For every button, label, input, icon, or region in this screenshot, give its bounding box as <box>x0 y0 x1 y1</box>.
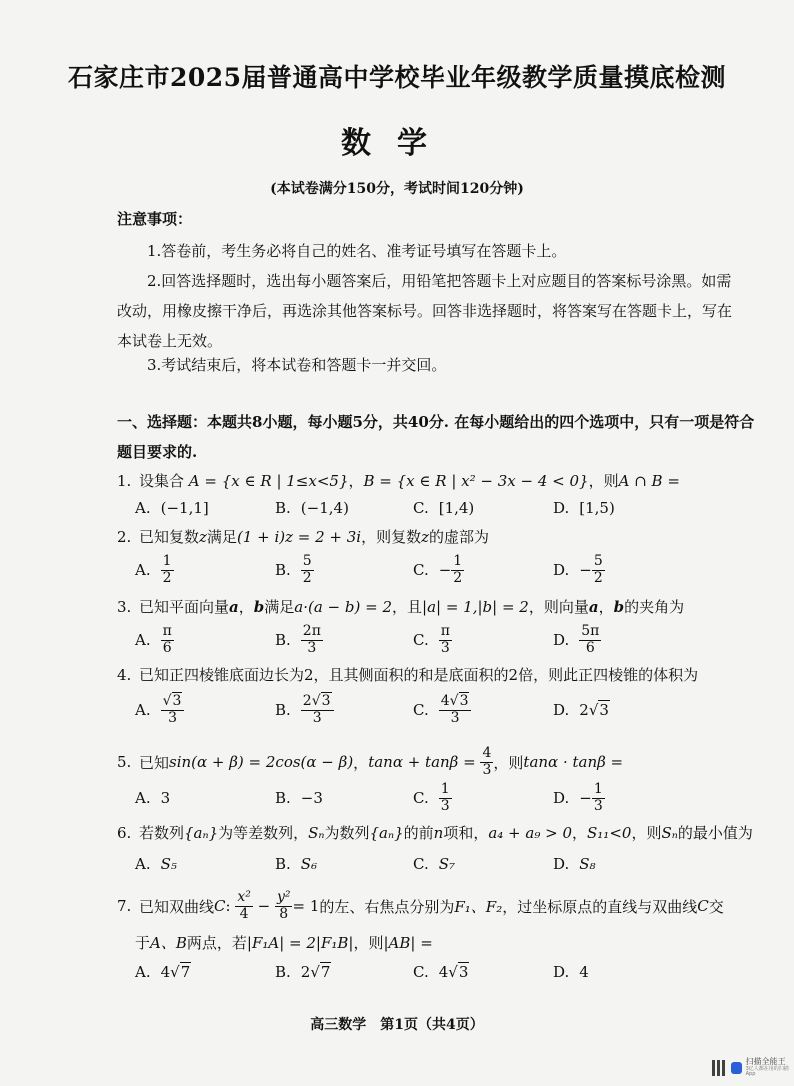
question-ask: A ∩ B = <box>618 472 680 490</box>
set-a: A = {x ∈ R | 1≤x<5} <box>188 472 349 490</box>
options-q4: A. $\frac{√3}{3}$ B. $\frac{2√3}{3}$ C. $\frac{4√3}{3}$ D. 2 √3 <box>135 693 609 726</box>
question-4: 4. 已知正四棱锥底面边长为2，且其侧面积的和是底面积的2倍，则此正四棱锥的体积为 <box>117 666 699 684</box>
question-number: 1. <box>117 472 132 490</box>
notice-item-1: 1.答卷前，考生务必将自己的姓名、准考证号填写在答题卡上。 <box>147 242 567 260</box>
watermark-sub: 3亿人都在用的扫描App <box>745 1065 789 1078</box>
notice-item-3: 3.考试结束后，将本试卷和答题卡一并交回。 <box>147 356 447 374</box>
exam-info: (本试卷满分150分，考试时间120分钟) <box>270 181 524 197</box>
notice-item-2: 2.回答选择题时，选出每小题答案后，用铅笔把答题卡上对应题目的答案标号涂黑。如需改动，用橡皮擦干净后，再选涂其他答案标号。回答非选择题时，将答案写在答题卡上，写在本试卷上无效。 <box>117 272 733 350</box>
question-1: 1. 设集合 A = {x ∈ R | 1≤x<5}，B = {x ∈ R | x² − 3x − 4 < 0}，则A ∩ B = <box>117 472 680 490</box>
question-3: 3. 已知平面向量a，b满足a·(a − b) = 2，且|a| = 1,|b| = 2，则向量a，b的夹角为 <box>117 598 685 616</box>
options-q7: A. 4 √7 B. 2 √7 C. 4 √3 D. 4 <box>135 963 589 981</box>
options-q6: A. S₅ B. S₆ C. S₇ D. S₈ <box>135 855 596 873</box>
scanner-watermark <box>712 1058 794 1078</box>
question-6: 6. 若数列{aₙ}为等差数列，Sₙ为数列{aₙ}的前n项和，a₄ + a₉ > 0，S₁₁<0，则Sₙ的最小值为 <box>117 824 753 842</box>
options-q1 <box>135 488 735 528</box>
option-c: C. [1,4) <box>413 499 475 517</box>
app-logo-icon <box>731 1062 742 1074</box>
watermark-brand: 扫描全能王 <box>745 1057 786 1066</box>
options-q2: A. $\frac{1}{2}$ B. $\frac{5}{2}$ C. − $\frac{1}{2}$ D. − $\frac{5}{2}$ <box>135 553 603 586</box>
options-q5: A. 3 B. −3 C. $\frac{1}{3}$ D. − $\frac{1}{3}$ <box>135 781 603 814</box>
question-7: 7. 已知双曲线 C : $\frac{\text{x²}}{4}$ − $\frac{\text{y²}}{8}$ = 1 的左、右焦点分别为 F₁、F₂ ，过坐标原点的直线与双曲线 C 交 <box>117 889 724 922</box>
options-q3: A. $\frac{\pi}{6}$ B. $\frac{2\pi}{3}$ C. $\frac{\pi}{3}$ D. $\frac{5\pi}{6}$ <box>135 623 600 656</box>
question-2: 2. 已知复数z满足(1 + i)z = 2 + 3i，则复数z的虚部为 <box>117 528 490 546</box>
subject-title: 数学 <box>341 126 453 161</box>
page-footer: 高三数学 第1页（共4页） <box>310 1017 484 1033</box>
section-heading: 一、选择题：本题共8小题，每小题5分，共40分. 在每小题给出的四个选项中，只有一项是符合题目要求的. <box>117 413 755 461</box>
option-a: A. (−1,1] <box>135 499 209 517</box>
question-7-line-2: 于A、B两点，若|F₁A| = 2|F₁B|，则|AB| = <box>135 934 433 952</box>
option-b: B. (−1,4) <box>275 499 349 517</box>
question-5: 5. 已知 sin(α + β) = 2cos(α − β) ， tanα + tanβ = $\frac{4}{3}$ ，则 tanα · tanβ = <box>117 745 624 778</box>
notice-heading: 注意事项： <box>117 210 193 228</box>
exam-title: 石家庄市2025届普通高中学校毕业年级教学质量摸底检测 <box>67 63 727 92</box>
option-d: D. [1,5) <box>553 499 615 517</box>
set-b: B = {x ∈ R | x² − 3x − 4 < 0} <box>363 472 589 490</box>
qr-code-icon <box>712 1060 727 1076</box>
